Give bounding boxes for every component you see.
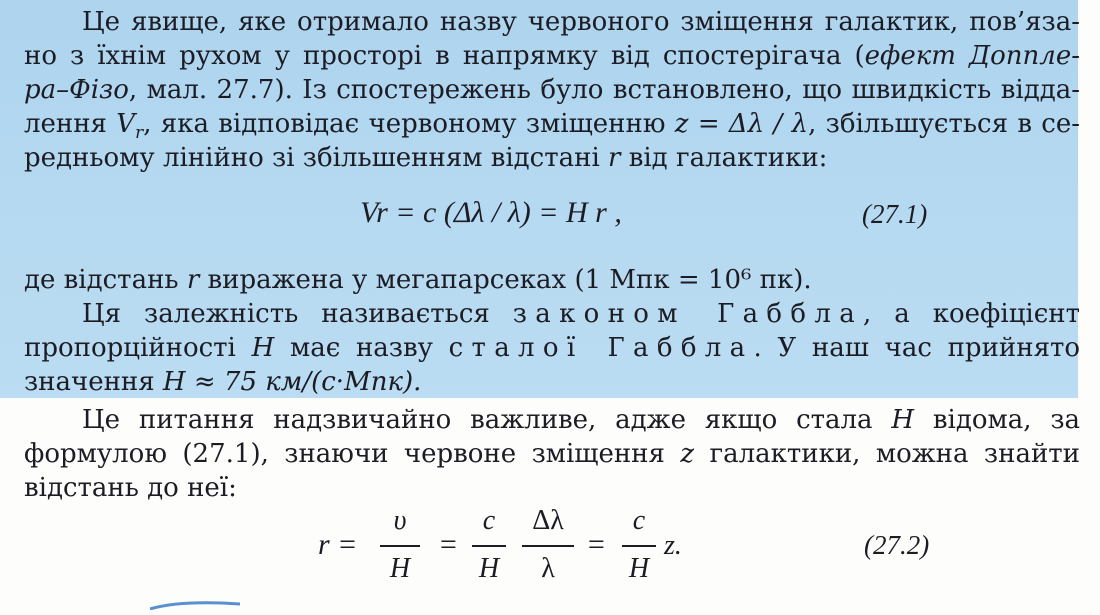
formula-hubble-law: Vr = c (Δλ / λ) = H r , [360,196,622,229]
text-line: но з їхнім рухом у просторі в напрямку від спостерігача (ефект Допплe- [24,41,1080,71]
text-line: ра–Фізо, мал. 27.7). Із спостережень було встановлено, що швидкість відда- [24,75,1080,105]
text-line: Це питання надзвичайно важливе, адже якщо стала H відома, за [82,405,1080,435]
text-line: пропорційності H має назву сталої Габбла. У наш час прийнято [24,333,1080,363]
text-line: редньому лінійно зі збільшенням відстані r від галактики: [24,143,828,173]
formula-number: (27.1) [862,199,928,229]
fraction-bar [472,545,506,547]
fraction-numerator: Δλ [532,505,564,536]
fraction-denominator: λ [541,553,555,584]
fraction-bar [622,545,656,547]
text-line: лення $V_r$, яка відповідає червоному зміщенню z = Δλ / λ, збільшується в се- [24,109,1080,142]
equals-sign: = [438,528,459,561]
fraction-bar [380,545,420,547]
text-line: значення H ≈ 75 км/(с·Мпк). [24,367,422,397]
fraction-numerator: c [632,505,646,536]
fraction-denominator: H [478,553,500,584]
fraction-bar [522,545,574,547]
fraction-denominator: H [389,553,411,584]
equals-sign: = [586,528,607,561]
text-line: Ця залежність називається законом Габбла, а коефіцієнт [82,299,1080,329]
text-line: Це явище, яке отримало назву червоного зміщення галактик, пов’яза- [82,7,1080,37]
decorative-swoosh [150,600,240,610]
formula-tail: z. [664,530,682,561]
formula-number: (27.2) [864,530,930,560]
text-line: формулою (27.1), знаючи червоне зміщення z галактики, можна знайти [24,439,1080,469]
fraction-numerator: υ [393,505,407,536]
text-line: де відстань r виражена у мегапарсеках (1 Мпк = 10⁶ пк). [24,265,812,295]
formula-lhs: r = [318,528,358,561]
text-line: відстань до неї: [24,473,237,503]
fraction-denominator: H [628,553,650,584]
fraction-numerator: c [482,505,496,536]
